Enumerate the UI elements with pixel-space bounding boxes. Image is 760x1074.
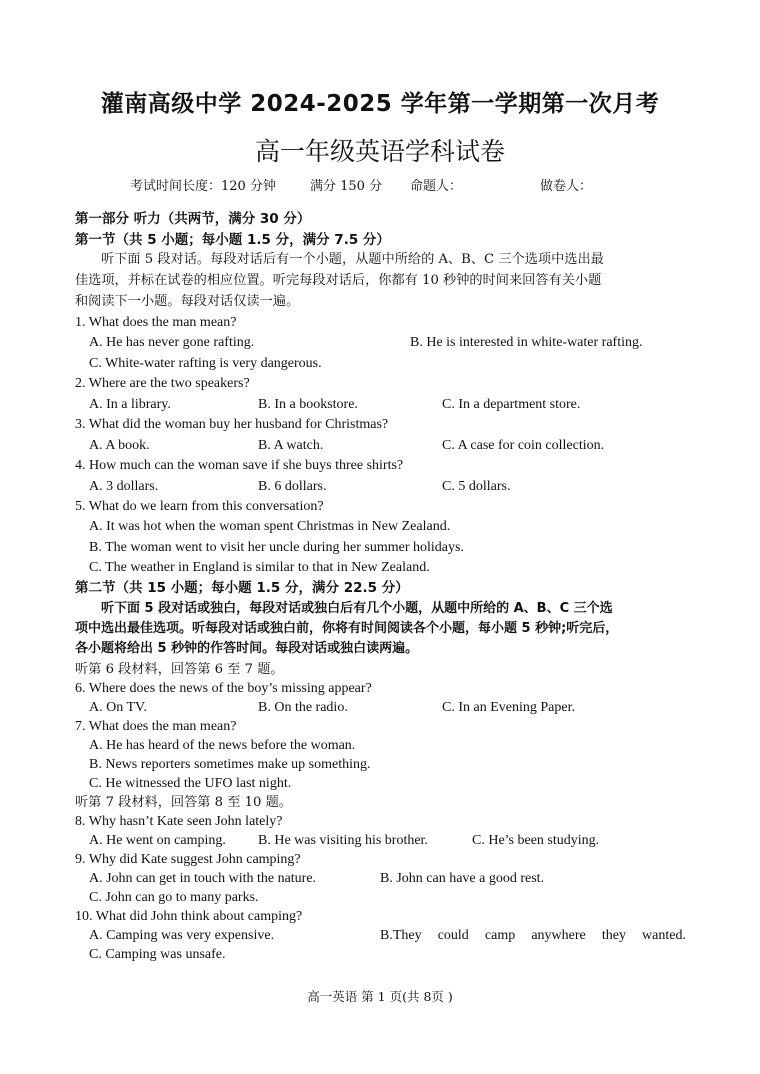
option-c: C. Camping was unsafe. [89, 947, 226, 962]
option-a: A. A book. [89, 438, 150, 453]
option-a: A. John can get in touch with the nature. [89, 871, 317, 886]
setter-label: 命题人： [410, 179, 463, 194]
option-a: A. On TV. [89, 700, 147, 715]
section1-heading: 第一节（共 5 小题；每小题 1.5 分，满分 7.5 分） [75, 232, 390, 248]
option-a: A. He went on camping. [89, 833, 226, 848]
section1-instruction-line: 听下面 5 段对话。每段对话后有一个小题，从题中所给的 A、B、C 三个选项中选出最 [101, 252, 604, 267]
page-footer: 高一英语 第 1 页(共 8页 ) [307, 989, 453, 1004]
option-c: C. He witnessed the UFO last night. [89, 776, 292, 791]
question-stem: 10. What did John think about camping? [75, 909, 303, 924]
option-b: B. John can have a good rest. [380, 871, 545, 886]
option-a: A. 3 dollars. [89, 479, 159, 494]
option-c: C. In an Evening Paper. [442, 700, 575, 715]
option-b-word: camp [484, 928, 516, 943]
option-a: A. He has never gone rafting. [89, 335, 255, 350]
question-stem: 2. Where are the two speakers? [75, 376, 250, 391]
option-b: B. A watch. [258, 438, 324, 453]
section2-instruction-line: 各小题将给出 5 秒钟的作答时间。每段对话或独白读两遍。 [75, 641, 419, 656]
section2-instruction-line: 听下面 5 段对话或独白，每段对话或独白后有几个小题，从题中所给的 A、B、C 三个选 [101, 601, 613, 616]
exam-title: 灌南高级中学 2024-2025 学年第一学期第一次月考 [100, 91, 660, 117]
exam-subtitle: 高一年级英语学科试卷 [254, 137, 505, 166]
option-b: B. The woman went to visit her uncle during her summer holidays. [89, 540, 464, 555]
option-b-word: they [601, 928, 626, 943]
section1-instruction-line: 和阅读下一小题。每段对话仅读一遍。 [75, 294, 300, 309]
part1-heading: 第一部分 听力（共两节，满分 30 分） [75, 211, 311, 227]
section1-instruction-line: 佳选项，并标在试卷的相应位置。听完每段对话后，你都有 10 秒钟的时间来回答有关小题 [75, 273, 602, 288]
option-a: A. It was hot when the woman spent Christmas in New Zealand. [89, 519, 451, 534]
option-c: C. He’s been studying. [472, 833, 600, 848]
option-a: A. Camping was very expensive. [89, 928, 275, 943]
full-score: 满分 150 分 [310, 179, 383, 194]
exam-time: 考试时间长度：120 分钟 [130, 179, 276, 194]
option-b: B. News reporters sometimes make up something. [89, 757, 371, 772]
option-b: B. He was visiting his brother. [258, 833, 428, 848]
option-c: C. John can go to many parks. [89, 890, 259, 905]
option-b-word: B.They [380, 928, 422, 943]
option-c: C. 5 dollars. [442, 479, 511, 494]
section2-instruction-line: 项中选出最佳选项。听每段对话或独白前，你将有时间阅读各个小题，每小题 5 秒钟;听完后， [75, 621, 619, 636]
question-stem: 8. Why hasn’t Kate seen John lately? [75, 814, 283, 829]
option-b: B. In a bookstore. [258, 397, 358, 412]
option-b-word: could [437, 928, 469, 943]
option-c: C. A case for coin collection. [442, 438, 605, 453]
option-c: C. In a department store. [442, 397, 581, 412]
option-b: B. On the radio. [258, 700, 348, 715]
question-stem: 6. Where does the news of the boy’s missing appear? [75, 681, 372, 696]
option-b: B. 6 dollars. [258, 479, 327, 494]
maker-label: 做卷人： [540, 179, 593, 194]
question-stem: 5. What do we learn from this conversation? [75, 499, 324, 514]
option-b-word: anywhere [531, 928, 586, 943]
option-c: C. White-water rafting is very dangerous. [89, 356, 322, 371]
question-stem: 7. What does the man mean? [75, 719, 237, 734]
question-stem: 4. How much can the woman save if she buys three shirts? [75, 458, 404, 473]
option-c: C. The weather in England is similar to that in New Zealand. [89, 560, 430, 575]
question-stem: 9. Why did Kate suggest John camping? [75, 852, 301, 867]
option-b [380, 927, 686, 945]
material-note: 听第 6 段材料，回答第 6 至 7 题。 [75, 662, 284, 677]
section2-heading: 第二节（共 15 小题；每小题 1.5 分，满分 22.5 分） [75, 580, 409, 596]
material-note: 听第 7 段材料，回答第 8 至 10 题。 [75, 795, 292, 810]
option-b: B. He is interested in white-water rafting. [410, 335, 643, 350]
option-a: A. In a library. [89, 397, 171, 412]
question-stem: 1. What does the man mean? [75, 315, 237, 330]
option-b-word: wanted. [642, 928, 686, 943]
question-stem: 3. What did the woman buy her husband for Christmas? [75, 417, 389, 432]
option-a: A. He has heard of the news before the woman. [89, 738, 356, 753]
